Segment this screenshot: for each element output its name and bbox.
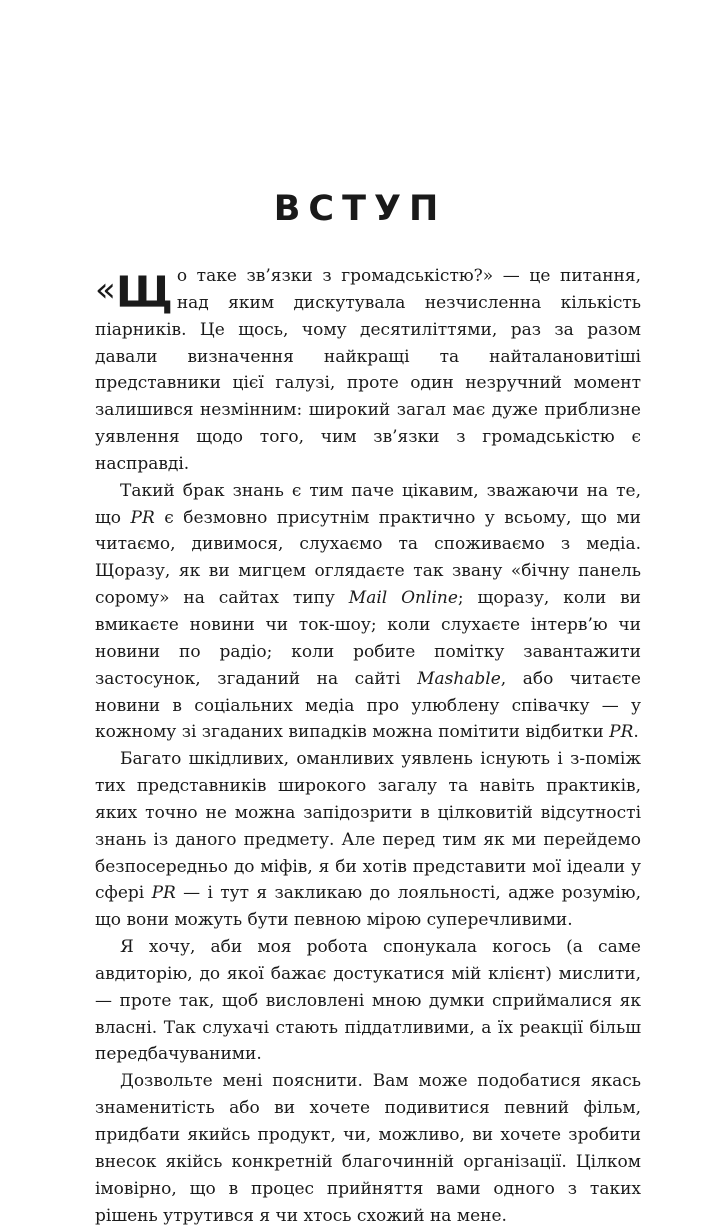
paragraph-2-italic-1: PR	[130, 507, 155, 528]
paragraph-2-italic-3: Mashable	[417, 668, 501, 689]
drop-cap	[95, 266, 171, 316]
paragraph-3-text-2: — і тут я закликаю до лояльності, адже розумію, що вони можуть бути певною мірою суперечливими.	[95, 883, 641, 931]
paragraph-2-italic-4: PR	[609, 722, 634, 743]
paragraph-4-text: Я хочу, аби моя робота спонукала когось (а саме авдиторію, до якої бажає достукатися мій клієнт) мислити,— проте так, щоб висловлені мною думки сприймалися як власні. Так слухачі стають піддатливими, а їх реакції більш передбачуваними.	[95, 937, 641, 1065]
chapter-body	[95, 263, 641, 1229]
paragraph-2-text-4: , або читаєте новини в соціальних медіа про улюблену співачку — у кожному зі згаданих випадків можна помітити відбитки	[95, 668, 641, 743]
paragraph-3	[95, 746, 641, 934]
paragraph-3-text-1: Багато шкідливих, оманливих уявлень існують і з-поміж тих представників широкого загалу та навіть практиків, яких точно не можна запідозрити в цілковитій відсутності знань із даного предмету. Але перед тим як ми перейдемо безпосередньо до міфів, я би хотів представити мої ідеали у сфері	[95, 749, 641, 904]
paragraph-1-text: о такe зв’язки з громадськістю?» — це питання, над яким дискутувала незчисленна кількість піарників. Це щось, чому десятиліттями, раз за разом давали визначення найкращі та найталановитіші представники цієї галузі, проте один незручний момент залишився незмінним: широкий загал має дуже приблизне уявлення щодо того, чим зв’язки з громадськістю є насправді.	[95, 266, 641, 474]
paragraph-2-text-2: є безмовно присутнім практично у всьому, що ми читаємо, дивимося, слухаємо та споживаємо з медіа. Щоразу, як ви мигцем оглядаєте так звану «бічну панель сорому» на сайтах типу	[95, 507, 641, 609]
paragraph-5	[95, 1068, 641, 1229]
paragraph-1	[95, 263, 641, 478]
drop-cap-quote: «	[95, 270, 114, 310]
paragraph-2-text-1: Такий брак знань є тим паче цікавим, зважаючи на те, що	[95, 480, 641, 528]
paragraph-5-text: Дозвольте мені пояснити. Вам може подобатися якась знаменитість або ви хочете подивитися певний фільм, придбати якийсь продукт, чи, можливо, ви хочете зробити внесок якійсь конкретній благочинній організації. Цілком імовірно, що в процес прийняття вами одного з таких рішень утрутився я чи хтось схожий на мене.	[95, 1071, 641, 1226]
paragraph-3-italic-1: PR	[151, 883, 176, 904]
paragraph-2	[95, 478, 641, 746]
paragraph-2-italic-2: Mail Online	[348, 588, 458, 609]
paragraph-2-text-3: ; щоразу, коли ви вмикаєте новини чи ток-шоу; коли слухаєте інтерв’ю чи новини по радіо; коли робите помітку завантажити застосунок, згаданий на сайті	[95, 588, 641, 689]
paragraph-4	[95, 934, 641, 1068]
paragraph-2-text-5: .	[633, 722, 639, 743]
chapter-title: ВСТУП	[273, 189, 447, 229]
drop-cap-letter: Щ	[115, 268, 171, 318]
